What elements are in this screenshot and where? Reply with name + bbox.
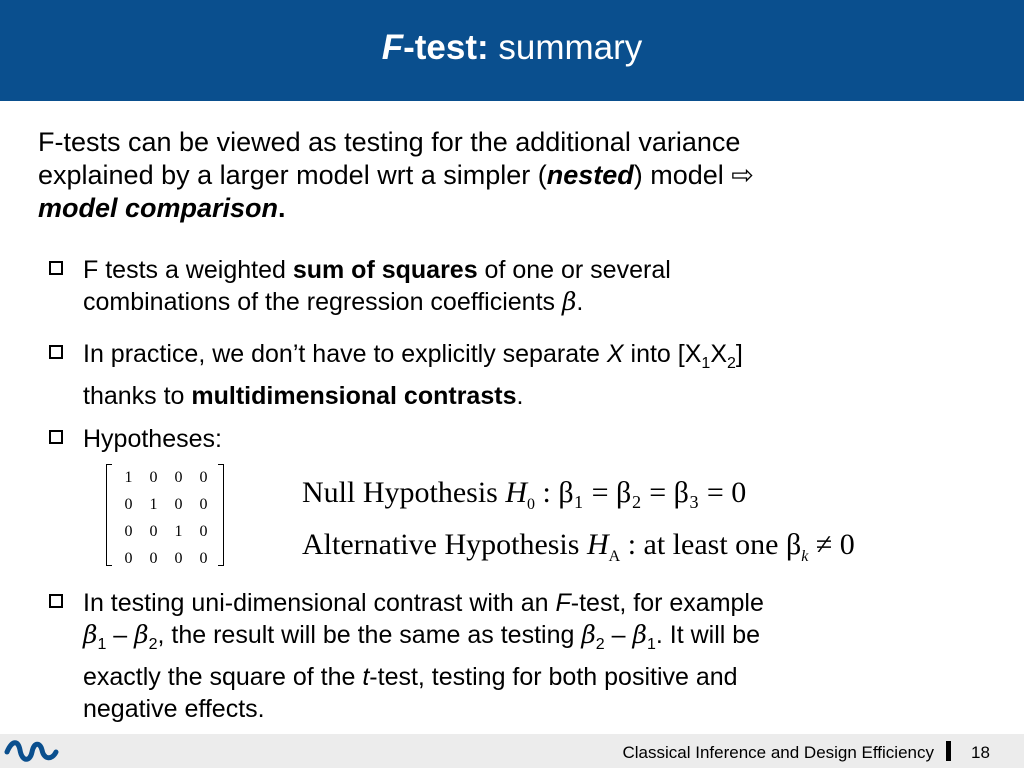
checkbox-bullet-icon bbox=[49, 261, 63, 275]
footer-bar bbox=[0, 734, 1024, 768]
wave-logo-icon bbox=[4, 738, 62, 766]
alternative-hypothesis: Alternative Hypothesis $H_A$ : at least one $\beta_k \ne 0$ bbox=[302, 528, 855, 565]
footer-divider bbox=[946, 741, 951, 761]
matrix-right-bracket bbox=[218, 464, 224, 566]
checkbox-bullet-icon bbox=[49, 594, 63, 608]
matrix-row: 1 0 0 0 bbox=[124, 468, 208, 486]
contrast-matrix bbox=[106, 460, 224, 568]
intro-paragraph: F-tests can be viewed as testing for the additional variance explained by a larger model wrt a simpler (nested) model ⇨ model comparison. bbox=[38, 127, 754, 223]
matrix-row: 0 1 0 0 bbox=[124, 495, 208, 513]
matrix-row: 0 0 0 0 bbox=[124, 549, 208, 567]
checkbox-bullet-icon bbox=[49, 430, 63, 444]
slide-title: F-test: summary bbox=[381, 28, 643, 67]
null-hypothesis: Null Hypothesis $H_0$ : β₁ = β₂ = β₃ = 0 bbox=[302, 476, 747, 513]
page-number: 18 bbox=[971, 743, 990, 762]
matrix-left-bracket bbox=[106, 464, 112, 566]
footer-title: Classical Inference and Design Efficiency bbox=[622, 743, 934, 762]
matrix-row: 0 0 1 0 bbox=[124, 522, 208, 540]
checkbox-bullet-icon bbox=[49, 345, 63, 359]
title-bar bbox=[0, 0, 1024, 101]
